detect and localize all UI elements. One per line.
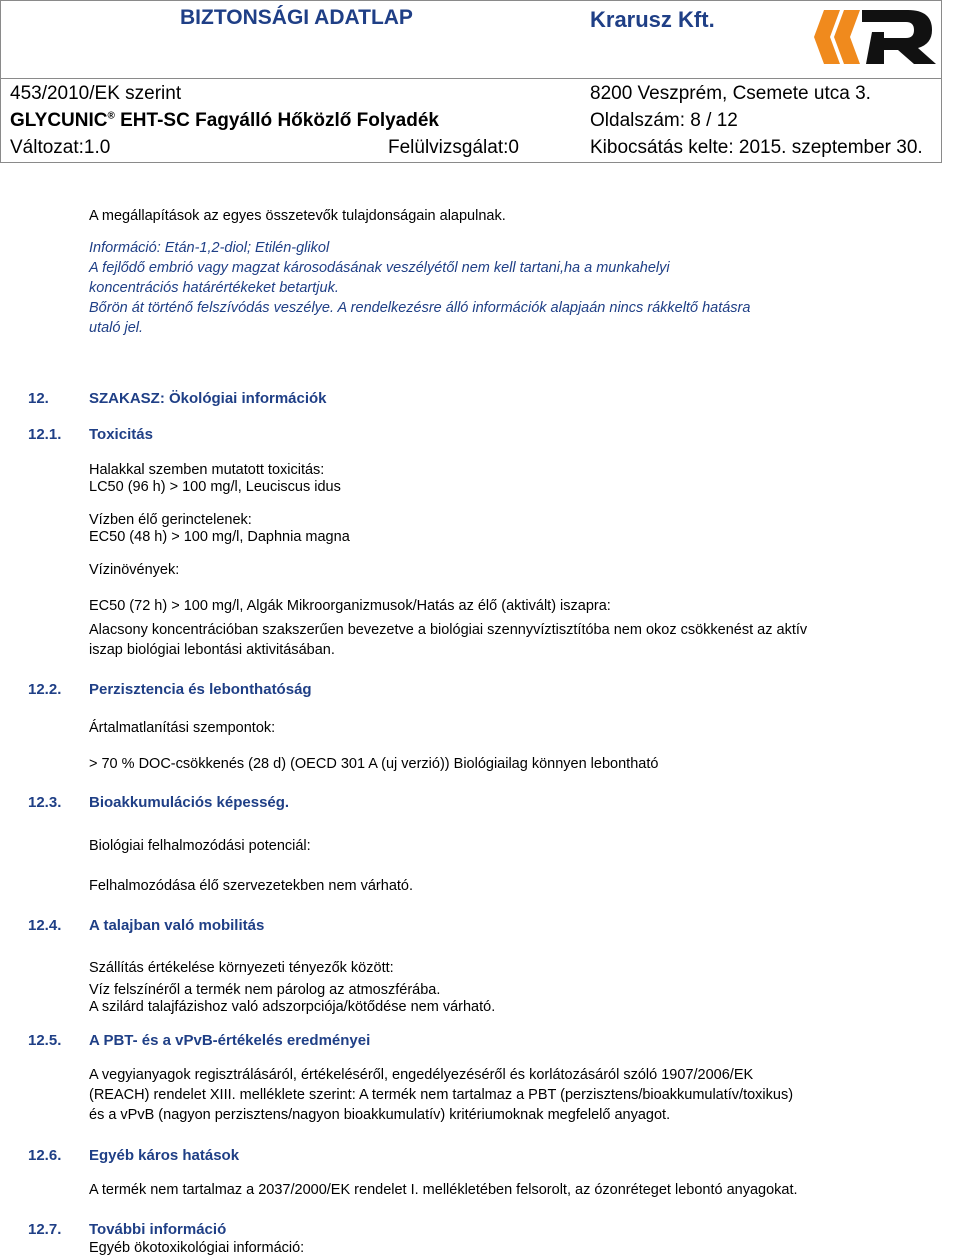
aquatic-plants-label: Vízinövények: — [89, 562, 180, 578]
mobility-value-1: Víz felszínéről a termék nem párolog az atmoszférába. — [89, 982, 441, 998]
subsection-title-toxicity: Toxicitás — [89, 426, 153, 443]
header-top-border — [0, 0, 942, 1]
sludge-effect-line-2: iszap biológiai lebontási aktivitásában. — [89, 642, 335, 658]
subsection-title-bioaccumulation: Bioakkumulációs képesség. — [89, 794, 290, 811]
bioaccumulation-value: Felhalmozódása élő szervezetekben nem várható. — [89, 878, 414, 894]
disposal-label: Ártalmatlanítási szempontok: — [89, 720, 276, 736]
registered-mark: ® — [107, 110, 115, 122]
product-name-prefix: GLYCUNIC — [10, 110, 108, 131]
ecotox-info-label: Egyéb ökotoxikológiai információ: — [89, 1240, 305, 1256]
invertebrates-value: EC50 (48 h) > 100 mg/l, Daphnia magna — [89, 529, 350, 545]
section-number: 12. — [28, 390, 49, 407]
info-skin-line-2: utaló jel. — [89, 320, 144, 336]
bioaccumulation-label: Biológiai felhalmozódási potenciál: — [89, 838, 311, 854]
subsection-number-12-2: 12.2. — [28, 681, 62, 698]
subsection-number-12-1: 12.1. — [28, 426, 62, 443]
company-address: 8200 Veszprém, Csemete utca 3. — [590, 83, 871, 104]
issue-date: Kibocsátás kelte: 2015. szeptember 30. — [590, 137, 923, 158]
document-header — [0, 0, 960, 168]
subsection-title-further-info: További információ — [89, 1221, 227, 1238]
findings-note: A megállapítások az egyes összetevők tulajdonságain alapulnak. — [89, 208, 506, 224]
version-text: Változat:1.0 — [10, 137, 111, 158]
info-line: Információ: Etán-1,2-diol; Etilén-glikol — [89, 240, 330, 256]
invertebrates-label: Vízben élő gerinctelenek: — [89, 512, 252, 528]
subsection-title-mobility: A talajban való mobilitás — [89, 917, 265, 934]
revision-text: Felülvizsgálat:0 — [388, 137, 519, 158]
page-number: Oldalszám: 8 / 12 — [590, 110, 738, 131]
subsection-number-12-6: 12.6. — [28, 1147, 62, 1164]
header-right-border — [941, 0, 942, 163]
subsection-title-persistence: Perzisztencia és lebonthatóság — [89, 681, 312, 698]
kr-logo-icon — [810, 2, 940, 72]
mobility-label: Szállítás értékelése környezeti tényezők között: — [89, 960, 394, 976]
regulation-text: 453/2010/EK szerint — [10, 83, 182, 104]
ozone-statement: A termék nem tartalmaz a 2037/2000/EK rendelet I. mellékletében felsorolt, az ózonréteget lebontó anyagokat. — [89, 1182, 798, 1198]
document-title: BIZTONSÁGI ADATLAP — [180, 6, 413, 29]
fish-toxicity-label: Halakkal szemben mutatott toxicitás: — [89, 462, 325, 478]
section-title: SZAKASZ: Ökológiai információk — [89, 390, 327, 407]
info-embryo-line-2: koncentrációs határértékeket betartjuk. — [89, 280, 339, 296]
subsection-title-pbt: A PBT- és a vPvB-értékelés eredményei — [89, 1032, 371, 1049]
subsection-number-12-7: 12.7. — [28, 1221, 62, 1238]
pbt-line-3: és a vPvB (nagyon perzisztens/nagyon bioakkumulatív) kritériumoknak megfelelő anyagot. — [89, 1107, 671, 1123]
subsection-title-other-effects: Egyéb káros hatások — [89, 1147, 240, 1164]
info-skin-line-1: Bőrön át történő felszívódás veszélye. A rendelkezésre álló információk alapjaán nincs rákkeltő hatásra — [89, 300, 751, 316]
subsection-number-12-5: 12.5. — [28, 1032, 62, 1049]
subsection-number-12-4: 12.4. — [28, 917, 62, 934]
mobility-value-2: A szilárd talajfázishoz való adszorpciója/kötődése nem várható. — [89, 999, 496, 1015]
fish-toxicity-value: LC50 (96 h) > 100 mg/l, Leuciscus idus — [89, 479, 341, 495]
info-embryo-line-1: A fejlődő embrió vagy magzat károsodásának veszélyétől nem kell tartani,ha a munkahelyi — [89, 260, 670, 276]
product-name-suffix: EHT-SC Fagyálló Hőközlő Folyadék — [114, 110, 439, 131]
company-name: Krarusz Kft. — [590, 7, 715, 32]
degradation-value: > 70 % DOC-csökkenés (28 d) (OECD 301 A (uj verzió)) Biológiailag könnyen lebontható — [89, 756, 659, 772]
product-name — [10, 110, 439, 132]
sludge-effect-line-1: Alacsony koncentrációban szakszerűen bevezetve a biológiai szennyvíztisztítóba nem okoz csökkenést az aktív — [89, 622, 808, 638]
aquatic-plants-value: EC50 (72 h) > 100 mg/l, Algák Mikroorganizmusok/Hatás az élő (aktivált) iszapra: — [89, 598, 611, 614]
pbt-line-1: A vegyianyagok regisztrálásáról, értékeléséről, engedélyezéséről és korlátozásáról szóló 1907/2006/EK — [89, 1067, 754, 1083]
header-left-border — [0, 0, 1, 163]
header-divider — [0, 78, 942, 79]
pbt-line-2: (REACH) rendelet XIII. melléklete szerint: A termék nem tartalmaz a PBT (perzisztens/bioakkumulatív/toxikus) — [89, 1087, 794, 1103]
header-bottom-border — [0, 162, 942, 163]
subsection-number-12-3: 12.3. — [28, 794, 62, 811]
